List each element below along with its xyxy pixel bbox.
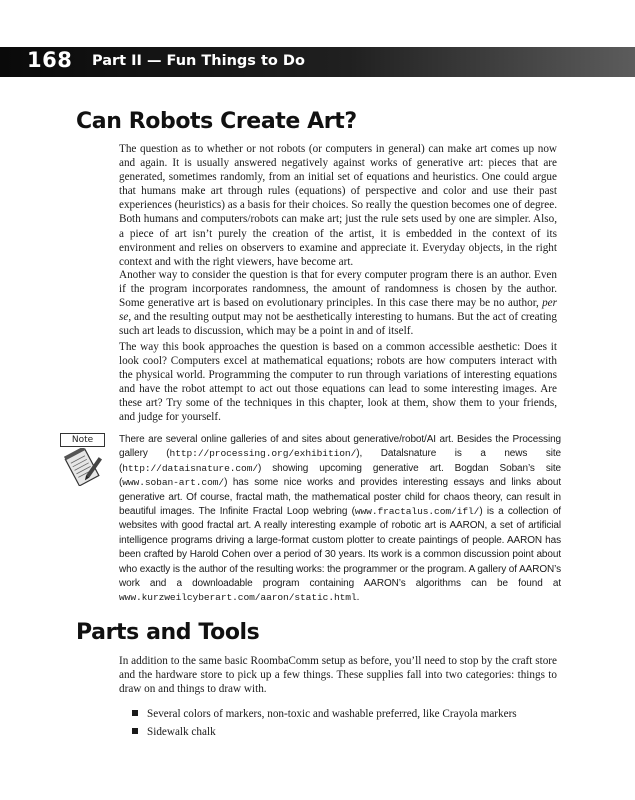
note-text-1: There are several online galleries of and sites about generative/robot/AI art. Besides the Processing gallery ( bbox=[119, 434, 561, 460]
note-text bbox=[119, 433, 561, 606]
bullet-item bbox=[132, 726, 216, 738]
section-heading-robots-art: Can Robots Create Art? bbox=[76, 109, 357, 134]
section-heading-parts-tools: Parts and Tools bbox=[76, 620, 260, 645]
part-title: Part II — Fun Things to Do bbox=[92, 53, 305, 69]
paragraph-2-text-a: Another way to consider the question is that for every computer program there is an author. Even if the program incorporates randomness, the amount of randomness is chosen by the author. Some generative art is based on evolutionary principles. In this case there may be no author, bbox=[119, 269, 557, 310]
paragraph-1: The question as to whether or not robots (or computers in general) can make art comes up now and again. It is usually answered negatively against works of generative art: pieces that are generated, sometimes randomly, from an initial set of equations and heuristics. One could argue that humans make art through rules (equations) of perspective and color and use their past experiences (heuristics) as a basis for their choices. So really the question becomes one of degree. Both humans and computers/robots can make art; just the rule sets used by one are simpler. Also, a piece of art isn’t purely the creation of the artist, it is embedded in the context of its environment and relies on observers to examine and appreciate it. Everyday objects, in the right context and with the right viewers, have become art. bbox=[119, 143, 557, 268]
note-text-4: ) has some nice works and provides interesting essays and links about generative art. Of course, fractal math, the mathematical poster child for chaos theory, can result in beautiful images. The Infinite Fractal Loop webring ( bbox=[119, 477, 561, 518]
link-soban-art[interactable]: www.soban-art.com/ bbox=[122, 477, 225, 489]
bullet-text: Sidewalk chalk bbox=[147, 726, 216, 738]
note-sidebar bbox=[60, 433, 105, 493]
note-text-3: ) showing upcoming generative art. Bogdan Soban’s site ( bbox=[119, 462, 561, 489]
bullet-item bbox=[132, 708, 517, 720]
paragraph-3: The way this book approaches the question is based on a common accessible aesthetic: Does it look cool? Computers excel at mathematical equations; robots are how computers interact with the physical world. Programming the computer to run through variations of interesting equations and have the robot attempt to act out those equations can lead to some interesting images. Are these art? Try some of the techniques in this chapter, look at them, show them to your friends, and judge for yourself. bbox=[119, 341, 557, 424]
paragraph-2-text-b: , and the resulting output may not be aesthetically interesting to humans. But the act of creating such art leads to discussion, which may be a point in and of itself. bbox=[119, 311, 557, 338]
bullet-square-icon bbox=[132, 710, 138, 716]
note-text-2: ), Datalsnature is a news site ( bbox=[119, 448, 561, 474]
paragraph-2 bbox=[119, 268, 557, 338]
paragraph-parts: In addition to the same basic RoombaComm setup as before, you’ll need to stop by the craft store and the hardware store to pick up a few things. These supplies fall into two categories: things to draw on and things to draw with. bbox=[119, 655, 557, 696]
note-label: Note bbox=[60, 433, 105, 447]
note-text-6: . bbox=[356, 592, 360, 604]
bullet-text: Several colors of markers, non-toxic and washable preferred, like Crayola markers bbox=[147, 708, 517, 720]
notepad-icon bbox=[62, 448, 104, 486]
link-fractalus[interactable]: www.fractalus.com/ifl/ bbox=[354, 506, 480, 518]
link-kurzweilcyberart[interactable]: www.kurzweilcyberart.com/aaron/static.html bbox=[119, 592, 357, 604]
running-header bbox=[0, 47, 635, 77]
per-se-emphasis: per se bbox=[119, 297, 557, 324]
link-dataisnature[interactable]: http://dataisnature.com/ bbox=[122, 462, 259, 474]
bullet-square-icon bbox=[132, 728, 138, 734]
page-number: 168 bbox=[27, 48, 73, 72]
link-processing[interactable]: http://processing.org/exhibition/ bbox=[169, 448, 357, 460]
note-text-5: ) is a collection of websites with good fractal art. A really interesting example of robotic art is AARON, a set of artificial intelligence programs driving a large-format custom plotter to create paintings of people. AARON has been crafted by Harold Cohen over a period of 30 years. Its work is a common discussion point about who exactly is the author of the resulting works: the programmer or the program. A gallery of AARON’s work and a downloadable program containing AARON’s algorithms can be found at bbox=[119, 506, 561, 590]
